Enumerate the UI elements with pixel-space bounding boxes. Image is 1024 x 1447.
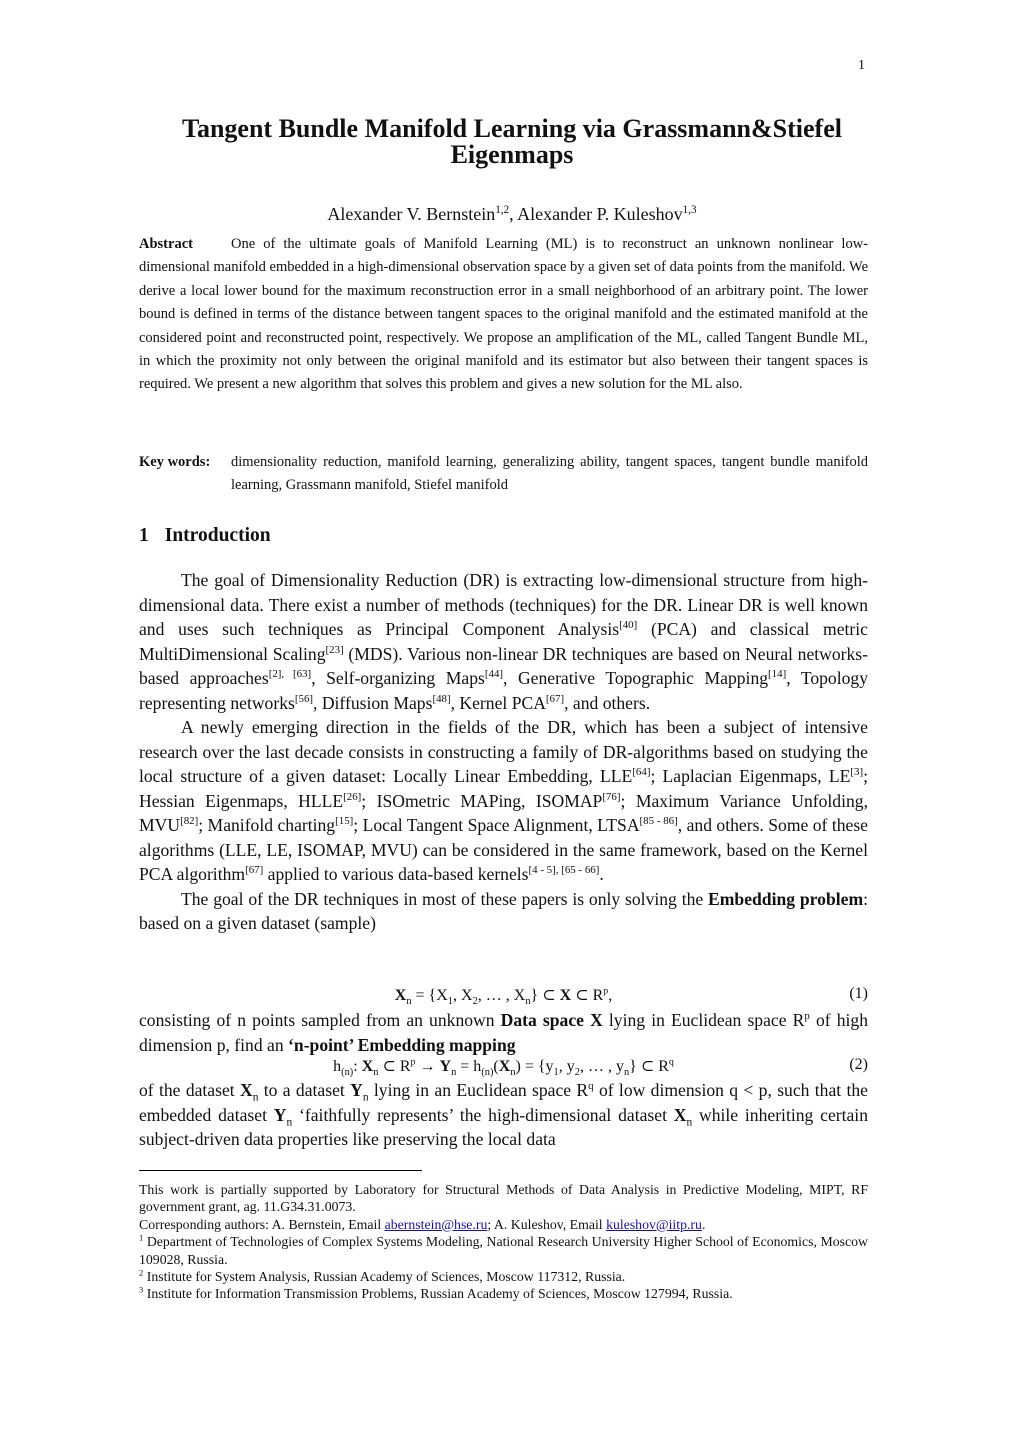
sym: h — [333, 1058, 342, 1075]
sym: ( — [493, 1058, 499, 1075]
keywords-label — [139, 451, 210, 474]
text: ; Local Tangent Space Alignment, LTSA — [353, 815, 640, 835]
text: . — [599, 864, 604, 884]
sym: , y — [558, 1058, 575, 1075]
text: consisting of n points sampled from an unknown — [139, 1010, 501, 1030]
intro-paragraphs — [139, 568, 868, 936]
text: (MDS). Various non-linear DR techniques are based on Neural networks-based approaches — [139, 643, 869, 688]
citation: [76] — [602, 790, 621, 803]
sub: n — [451, 1067, 457, 1079]
footnote-divider — [139, 1170, 422, 1171]
text: , Kernel PCA — [450, 692, 546, 713]
citation: [4 - 5], [65 - 66] — [528, 864, 600, 877]
citation: [26] — [343, 790, 362, 803]
sub: n — [252, 1091, 259, 1104]
sym: → — [415, 1058, 440, 1075]
text: ; ISOmetric MAPing, ISOMAP — [361, 790, 603, 811]
keywords-text: dimensionality reduction, manifold learning, generalizing ability, tangent spaces, tangent bundle manifold learning, Grassmann manifold, Stiefel manifold — [231, 454, 868, 494]
section-heading — [139, 525, 271, 547]
sym: = {X — [411, 987, 448, 1004]
paragraph-2 — [139, 715, 868, 887]
sym: Y — [273, 1104, 287, 1125]
footnote-2 — [139, 1268, 868, 1285]
sym: X — [394, 987, 407, 1004]
citation: [56] — [294, 692, 314, 705]
sup: p — [804, 1010, 810, 1023]
text: lying in an Euclidean space R — [368, 1080, 589, 1100]
sub: 2 — [574, 1067, 580, 1079]
sym: X — [559, 987, 572, 1004]
bold-term: Data space X — [500, 1010, 603, 1030]
text: Institute for Information Transmission Problems, Russian Academy of Sciences, Moscow 127994, Russia. — [143, 1286, 733, 1302]
sym: = h — [456, 1058, 482, 1075]
footnote-mark: 2 — [139, 1267, 144, 1278]
text: ; Maximum Variance Unfolding, MVU — [139, 790, 868, 835]
sub: 2 — [472, 996, 478, 1008]
sub: n — [373, 1067, 379, 1079]
sym: ⊂ R — [571, 987, 604, 1004]
sub: (n) — [481, 1067, 494, 1079]
sym: , … , y — [579, 1058, 624, 1075]
sym: ) = {y — [515, 1058, 554, 1075]
text: , Self-organizing Maps — [311, 668, 485, 688]
author-1-affiliation: 1,2 — [495, 204, 510, 216]
paragraph-5 — [139, 1078, 868, 1152]
sup: p — [603, 985, 609, 997]
sym: } ⊂ — [530, 987, 560, 1004]
equation-2-body — [139, 1056, 868, 1079]
text: of low dimension q < p, such that the embedded dataset — [139, 1080, 868, 1125]
sym: , — [608, 987, 613, 1004]
equation-2-number: (2) — [849, 1056, 868, 1073]
abstract-label: Abstract — [139, 236, 193, 252]
title-line-2: Eigenmaps — [450, 140, 574, 169]
equation-1-body — [139, 985, 868, 1008]
sub: n — [406, 996, 412, 1008]
text: Department of Technologies of Complex Systems Modeling, National Research University Higher School of Economics, Moscow 109028, Russia. — [139, 1234, 868, 1267]
footnotes — [139, 1181, 868, 1303]
text: , Diffusion Maps — [313, 692, 433, 713]
citation: [44] — [484, 668, 504, 681]
text: A newly emerging direction in the fields of the DR, which has been a subject of intensive research over the last decade consists in constructing a family of DR-algorithms based on studying the local structure of a given dataset: Locally Linear Embedding, LLE — [139, 717, 868, 786]
text: . — [701, 1216, 706, 1232]
citation: [2], [63] — [268, 668, 312, 681]
equation-1 — [139, 985, 868, 1007]
title-line-1: Tangent Bundle Manifold Learning via Grassmann&Stiefel — [182, 114, 842, 143]
author-2: Alexander P. Kuleshov — [517, 204, 683, 224]
keywords-colon: : — [205, 454, 211, 470]
text: Institute for System Analysis, Russian Academy of Sciences, Moscow 117312, Russia. — [143, 1269, 626, 1285]
sub: (n) — [341, 1067, 354, 1079]
sym: X — [498, 1058, 511, 1075]
email-link-kuleshov[interactable]: kuleshov@iitp.ru — [606, 1216, 702, 1232]
author-2-affiliation: 1,3 — [682, 204, 697, 216]
section-title: Introduction — [164, 525, 271, 546]
citation: [82] — [180, 815, 199, 828]
sub: 1 — [553, 1067, 559, 1079]
sym: X — [240, 1080, 253, 1100]
footnote-3 — [139, 1285, 868, 1302]
sym: Y — [350, 1080, 363, 1100]
text: (PCA) and classical metric MultiDimensional Scaling — [139, 619, 868, 664]
paragraph-4 — [139, 1008, 868, 1057]
text: Corresponding authors: A. Bernstein, Email — [139, 1216, 385, 1232]
text: ; Hessian Eigenmaps, HLLE — [139, 766, 868, 811]
sym: ⊂ R — [378, 1058, 411, 1075]
sup: q — [588, 1080, 594, 1093]
text: applied to various data-based kernels — [263, 864, 529, 884]
sym: : — [353, 1058, 362, 1075]
citation: [67] — [245, 864, 264, 877]
sub: n — [623, 1067, 630, 1079]
equation-2 — [139, 1056, 868, 1078]
page-number: 1 — [858, 58, 865, 73]
citation: [15] — [335, 815, 354, 828]
abstract-text: One of the ultimate goals of Manifold Learning (ML) is to reconstruct an unknown nonlinear low-dimensional manifold embedded in a high-dimensional observation space by a given set of data points from the manifold. We derive a local lower bound for the maximum reconstruction error in a small neighborhood of an arbitrary point. The lower bound is defined in terms of the distance between tangent spaces to the original manifold and the estimated manifold at the considered point and reconstructed point, respectively. We propose an amplification of the ML, called Tangent Bundle ML, in which the proximity not only between the original manifold and its estimator but also between their tangent spaces is required. We present a new algorithm that solves this problem and gives a new solution for the ML also. — [139, 236, 868, 393]
text: ; Manifold charting — [198, 815, 336, 835]
citation: [3] — [850, 766, 864, 779]
text: ; A. Kuleshov, Email — [487, 1216, 607, 1232]
bold-term: ‘n-point’ Embedding mapping — [288, 1034, 516, 1055]
citation: [40] — [619, 619, 638, 632]
citation: [48] — [432, 692, 451, 705]
text: The goal of the DR techniques in most of these papers is only solving the — [181, 888, 709, 909]
sup: p — [410, 1056, 416, 1068]
citation: [85 - 86] — [639, 815, 678, 828]
author-1: Alexander V. Bernstein — [327, 204, 496, 224]
sub: n — [686, 1116, 693, 1129]
text: The goal of Dimensionality Reduction (DR) is extracting low-dimensional structure from high-dimensional data. There exist a number of methods (techniques) for the DR. Linear DR is well known and uses such techniques as Principal Component Analysis — [139, 570, 868, 639]
text: of the dataset — [139, 1080, 240, 1100]
sym: X — [673, 1104, 687, 1125]
section-number: 1 — [139, 525, 149, 546]
email-link-bernstein[interactable]: abernstein@hse.ru — [384, 1216, 488, 1232]
sub: n — [286, 1116, 293, 1129]
sym: , X — [453, 987, 473, 1004]
citation: [64] — [632, 766, 651, 779]
footnote-1 — [139, 1233, 868, 1268]
paragraph-3 — [139, 887, 868, 936]
sym: , … , X — [477, 987, 526, 1004]
footnote-mark: 1 — [139, 1232, 144, 1243]
sup: q — [668, 1056, 674, 1068]
sub: 1 — [447, 996, 453, 1008]
sub: n — [525, 996, 531, 1008]
equation-1-number: (1) — [849, 985, 868, 1002]
keywords-label-text: Key words — [139, 454, 206, 470]
text: lying in Euclidean space R — [602, 1010, 805, 1030]
keywords — [139, 451, 868, 498]
text: ; Laplacian Eigenmaps, LE — [650, 766, 851, 786]
sym: } ⊂ R — [629, 1058, 669, 1075]
text: , Generative Topographic Mapping — [503, 668, 769, 688]
abstract — [139, 233, 868, 397]
sym: X — [361, 1058, 374, 1075]
citation: [14] — [768, 668, 787, 681]
paper-title — [0, 116, 1024, 168]
text: ‘faithfully represents’ the high-dimensional dataset — [292, 1104, 674, 1125]
paragraph-1 — [139, 568, 868, 715]
text: to a dataset — [258, 1080, 351, 1100]
sub: n — [510, 1067, 516, 1079]
text: , and others. — [564, 692, 651, 713]
sub: n — [362, 1091, 369, 1104]
bold-term: Embedding problem — [708, 888, 864, 909]
corresponding-authors — [139, 1216, 868, 1233]
author-list — [0, 204, 1024, 225]
text: while inheriting certain subject-driven data properties like preserving the local data — [139, 1104, 868, 1149]
author-separator: , — [509, 204, 518, 224]
sym: Y — [439, 1058, 452, 1075]
citation: [23] — [325, 643, 344, 656]
text: , and others. Some of these algorithms (LLE, LE, ISOMAP, MVU) can be considered in the same framework, based on the Kernel PCA algorithm — [139, 815, 868, 884]
text: of high dimension p, find an — [139, 1010, 868, 1055]
text: : based on a given dataset (sample) — [139, 888, 868, 933]
text: , Topology representing networks — [139, 668, 869, 713]
footnote-mark: 3 — [139, 1284, 144, 1295]
funding-note: This work is partially supported by Laboratory for Structural Methods of Data Analysis in Predictive Modeling, MIPT, RF government grant, ag. 11.G34.31.0073. — [139, 1182, 868, 1215]
citation: [67] — [545, 692, 565, 705]
